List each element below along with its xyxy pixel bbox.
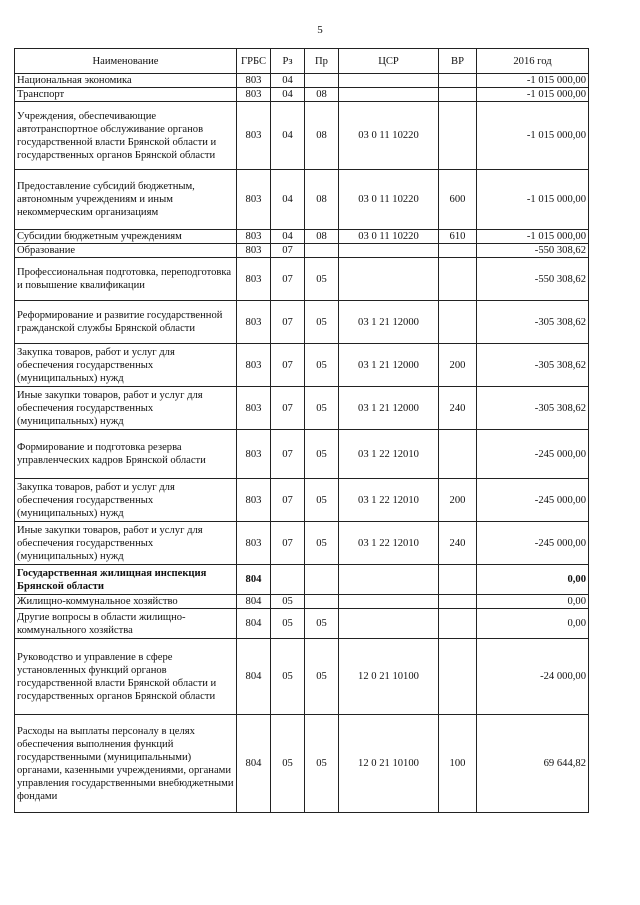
table-row [15,565,589,595]
row-name: Образование [15,244,237,258]
row-name: Предоставление субсидий бюджетным, автономным учреждениям и иным некоммерческим организациям [15,170,237,230]
row-csr: 03 0 11 10220 [339,170,439,230]
row-rz: 04 [271,102,305,170]
row-pr: 05 [305,258,339,301]
row-grbs: 803 [237,479,271,522]
row-vr [439,258,477,301]
header-vr: ВР [439,49,477,74]
row-amount: -305 308,62 [477,387,589,430]
row-vr [439,565,477,595]
row-vr: 600 [439,170,477,230]
header-name: Наименование [15,49,237,74]
budget-table [14,48,589,813]
row-pr: 05 [305,301,339,344]
row-csr: 03 1 21 12000 [339,344,439,387]
row-rz: 04 [271,88,305,102]
row-csr [339,74,439,88]
row-csr: 03 1 21 12000 [339,301,439,344]
row-name: Закупка товаров, работ и услуг для обеспечения государственных (муниципальных) нужд [15,344,237,387]
header-rz: Рз [271,49,305,74]
row-vr: 100 [439,715,477,813]
row-amount: -305 308,62 [477,344,589,387]
row-rz: 07 [271,301,305,344]
table-row [15,258,589,301]
row-rz: 05 [271,595,305,609]
row-amount: -550 308,62 [477,258,589,301]
row-rz: 05 [271,715,305,813]
row-amount: -305 308,62 [477,301,589,344]
row-amount: -1 015 000,00 [477,230,589,244]
table-row [15,88,589,102]
row-rz: 07 [271,258,305,301]
row-grbs: 804 [237,639,271,715]
row-pr: 05 [305,387,339,430]
row-rz: 05 [271,609,305,639]
row-pr: 08 [305,170,339,230]
row-grbs: 803 [237,387,271,430]
row-grbs: 803 [237,102,271,170]
row-csr: 03 1 22 12010 [339,430,439,479]
table-row [15,230,589,244]
row-rz: 04 [271,170,305,230]
table-row [15,522,589,565]
row-csr [339,258,439,301]
row-grbs: 804 [237,609,271,639]
table-row [15,479,589,522]
header-pr: Пр [305,49,339,74]
row-grbs: 803 [237,74,271,88]
table-row [15,609,589,639]
row-amount: -550 308,62 [477,244,589,258]
row-vr [439,639,477,715]
row-grbs: 804 [237,715,271,813]
row-rz: 07 [271,344,305,387]
row-csr [339,244,439,258]
row-grbs: 804 [237,565,271,595]
row-vr: 200 [439,344,477,387]
row-grbs: 803 [237,344,271,387]
row-csr: 03 0 11 10220 [339,102,439,170]
table-row [15,639,589,715]
row-csr: 03 1 22 12010 [339,479,439,522]
row-grbs: 803 [237,258,271,301]
row-vr: 240 [439,387,477,430]
row-name: Руководство и управление в сфере установленных функций органов государственной власти Брянской области и государственных органов Брянской области [15,639,237,715]
row-csr [339,609,439,639]
row-grbs: 804 [237,595,271,609]
row-pr: 05 [305,522,339,565]
row-amount: -245 000,00 [477,479,589,522]
page-number: 5 [317,24,323,36]
table-row [15,344,589,387]
row-csr: 12 0 21 10100 [339,639,439,715]
row-amount: 0,00 [477,565,589,595]
row-name: Другие вопросы в области жилищно-коммунального хозяйства [15,609,237,639]
table-header-row [15,49,589,74]
table-row [15,301,589,344]
row-rz: 07 [271,387,305,430]
row-vr [439,609,477,639]
row-rz: 07 [271,479,305,522]
row-grbs: 803 [237,430,271,479]
row-pr [305,595,339,609]
row-vr [439,301,477,344]
row-vr: 200 [439,479,477,522]
row-name: Иные закупки товаров, работ и услуг для обеспечения государственных (муниципальных) нужд [15,522,237,565]
row-rz: 04 [271,74,305,88]
row-name: Закупка товаров, работ и услуг для обеспечения государственных (муниципальных) нужд [15,479,237,522]
table-row [15,595,589,609]
row-rz: 07 [271,244,305,258]
row-pr: 08 [305,88,339,102]
row-csr [339,565,439,595]
row-grbs: 803 [237,522,271,565]
table-row [15,244,589,258]
row-grbs: 803 [237,301,271,344]
header-amount: 2016 год [477,49,589,74]
row-pr [305,74,339,88]
row-name: Учреждения, обеспечивающие автотранспортное обслуживание органов государственной власти Брянской области и государственных органов Брянской области [15,102,237,170]
row-pr: 08 [305,230,339,244]
row-name: Расходы на выплаты персоналу в целях обеспечения выполнения функций государственными (муниципальными) органами, казенными учреждениями, органами управления государственными внебюджетными фондами [15,715,237,813]
table-row [15,74,589,88]
row-pr: 08 [305,102,339,170]
row-pr: 05 [305,609,339,639]
row-name: Иные закупки товаров, работ и услуг для обеспечения государственных (муниципальных) нужд [15,387,237,430]
row-rz: 07 [271,430,305,479]
row-pr: 05 [305,639,339,715]
row-pr: 05 [305,430,339,479]
row-rz: 05 [271,639,305,715]
row-rz: 07 [271,522,305,565]
row-grbs: 803 [237,170,271,230]
row-name: Национальная экономика [15,74,237,88]
row-vr: 610 [439,230,477,244]
row-amount: -1 015 000,00 [477,74,589,88]
row-csr: 12 0 21 10100 [339,715,439,813]
table-row [15,430,589,479]
row-amount: -245 000,00 [477,522,589,565]
row-name: Субсидии бюджетным учреждениям [15,230,237,244]
row-name: Формирование и подготовка резерва управленческих кадров Брянской области [15,430,237,479]
row-pr: 05 [305,715,339,813]
row-vr [439,88,477,102]
row-vr: 240 [439,522,477,565]
row-name: Транспорт [15,88,237,102]
row-amount: -1 015 000,00 [477,170,589,230]
row-grbs: 803 [237,88,271,102]
row-name: Государственная жилищная инспекция Брянской области [15,565,237,595]
header-grbs: ГРБС [237,49,271,74]
row-vr [439,244,477,258]
row-csr: 03 1 21 12000 [339,387,439,430]
row-name: Профессиональная подготовка, переподготовка и повышение квалификации [15,258,237,301]
row-csr: 03 0 11 10220 [339,230,439,244]
row-name: Жилищно-коммунальное хозяйство [15,595,237,609]
table-row [15,170,589,230]
table-row [15,102,589,170]
row-pr: 05 [305,344,339,387]
table-row [15,715,589,813]
row-pr [305,244,339,258]
row-rz [271,565,305,595]
row-amount: -1 015 000,00 [477,88,589,102]
row-pr: 05 [305,479,339,522]
row-grbs: 803 [237,230,271,244]
row-grbs: 803 [237,244,271,258]
row-vr [439,102,477,170]
row-csr [339,595,439,609]
row-amount: 0,00 [477,595,589,609]
row-name: Реформирование и развитие государственной гражданской службы Брянской области [15,301,237,344]
row-amount: 69 644,82 [477,715,589,813]
row-amount: -245 000,00 [477,430,589,479]
row-csr [339,88,439,102]
header-csr: ЦСР [339,49,439,74]
row-vr [439,430,477,479]
table-row [15,387,589,430]
row-amount: 0,00 [477,609,589,639]
row-vr [439,74,477,88]
row-pr [305,565,339,595]
row-amount: -24 000,00 [477,639,589,715]
row-rz: 04 [271,230,305,244]
row-amount: -1 015 000,00 [477,102,589,170]
row-csr: 03 1 22 12010 [339,522,439,565]
row-vr [439,595,477,609]
